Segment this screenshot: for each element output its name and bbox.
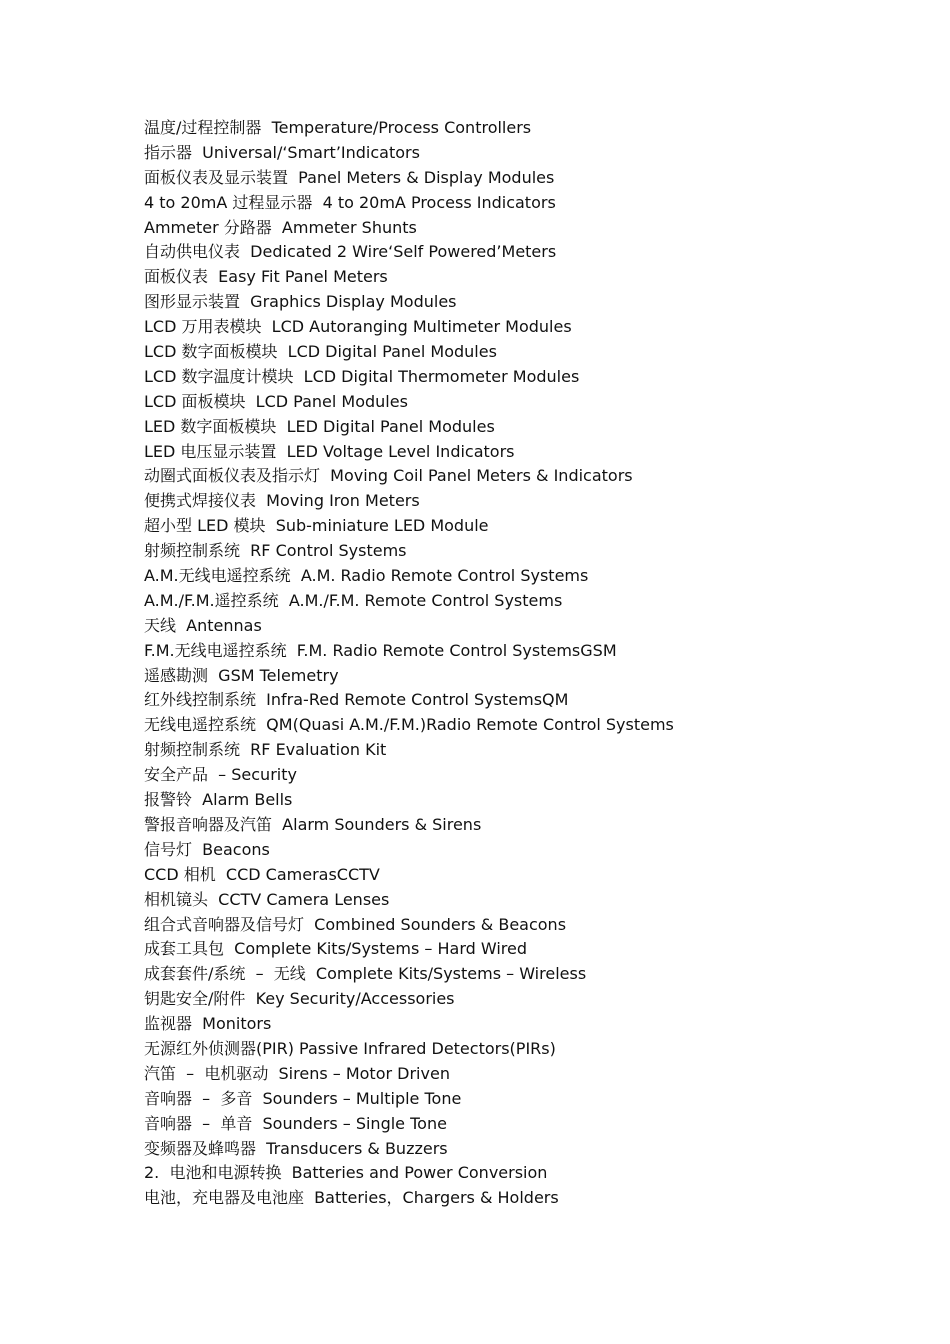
text-line: 相机镜头 CCTV Camera Lenses (144, 889, 390, 909)
text-line: 自动供电仪表 Dedicated 2 Wire‘Self Powered’Meters (144, 242, 557, 262)
text-line: LCD 数字面板模块 LCD Digital Panel Modules (144, 342, 497, 362)
text-line: 成套套件/系统 – 无线 Complete Kits/Systems – Wireless (144, 964, 587, 984)
text-line: 组合式音响器及信号灯 Combined Sounders & Beacons (144, 914, 567, 934)
text-line: 射频控制系统 RF Evaluation Kit (144, 740, 387, 760)
text-line: 变频器及蜂鸣器 Transducers & Buzzers (144, 1138, 448, 1158)
text-line: LED 数字面板模块 LED Digital Panel Modules (144, 416, 495, 436)
text-line: 信号灯 Beacons (144, 839, 270, 859)
text-line: F.M.无线电遥控系统 F.M. Radio Remote Control SystemsGSM (144, 640, 617, 660)
text-line: 安全产品 – Security (144, 765, 297, 785)
text-line: 天线 Antennas (144, 615, 262, 635)
text-line: 监视器 Monitors (144, 1014, 272, 1034)
text-line: 钥匙安全/附件 Key Security/Accessories (144, 989, 455, 1009)
text-line: 射频控制系统 RF Control Systems (144, 541, 407, 561)
text-line: 电池，充电器及电池座 Batteries，Chargers & Holders (144, 1188, 559, 1208)
product-category-list (144, 116, 904, 1211)
text-line: 警报音响器及汽笛 Alarm Sounders & Sirens (144, 814, 482, 834)
text-line: 图形显示装置 Graphics Display Modules (144, 292, 457, 312)
text-line: 指示器 Universal/‘Smart’Indicators (144, 142, 420, 162)
text-line: 便携式焊接仪表 Moving Iron Meters (144, 491, 420, 511)
text-line: 汽笛 – 电机驱动 Sirens – Motor Driven (144, 1063, 450, 1083)
text-line: 超小型 LED 模块 Sub-miniature LED Module (144, 516, 489, 536)
text-line: LCD 万用表模块 LCD Autoranging Multimeter Modules (144, 317, 572, 337)
text-line: 动圈式面板仪表及指示灯 Moving Coil Panel Meters & Indicators (144, 466, 633, 486)
text-line: 面板仪表及显示装置 Panel Meters & Display Modules (144, 167, 555, 187)
text-line: 报警铃 Alarm Bells (144, 790, 293, 810)
text-line: A.M./F.M.遥控系统 A.M./F.M. Remote Control Systems (144, 590, 563, 610)
text-line: 红外线控制系统 Infra-Red Remote Control SystemsQM (144, 690, 569, 710)
text-line: 音响器 – 单音 Sounders – Single Tone (144, 1113, 447, 1133)
text-line: LCD 数字温度计模块 LCD Digital Thermometer Modules (144, 366, 580, 386)
text-line: 无源红外侦测器(PIR) Passive Infrared Detectors(PIRs) (144, 1038, 556, 1058)
text-line: 无线电遥控系统 QM(Quasi A.M./F.M.)Radio Remote Control Systems (144, 715, 674, 735)
text-line: LED 电压显示装置 LED Voltage Level Indicators (144, 441, 515, 461)
text-line: 音响器 – 多音 Sounders – Multiple Tone (144, 1088, 462, 1108)
text-line: LCD 面板模块 LCD Panel Modules (144, 391, 408, 411)
text-line: Ammeter 分路器 Ammeter Shunts (144, 217, 417, 237)
text-line: CCD 相机 CCD CamerasCCTV (144, 864, 380, 884)
section-heading: 2. 电池和电源转换 Batteries and Power Conversion (144, 1163, 548, 1183)
text-line: 4 to 20mA 过程显示器 4 to 20mA Process Indicators (144, 192, 556, 212)
text-line: 遥感勘测 GSM Telemetry (144, 665, 339, 685)
text-line: 成套工具包 Complete Kits/Systems – Hard Wired (144, 939, 527, 959)
text-line: 面板仪表 Easy Fit Panel Meters (144, 267, 388, 287)
text-line: A.M.无线电遥控系统 A.M. Radio Remote Control Systems (144, 566, 589, 586)
text-line: 温度/过程控制器 Temperature/Process Controllers (144, 118, 532, 137)
